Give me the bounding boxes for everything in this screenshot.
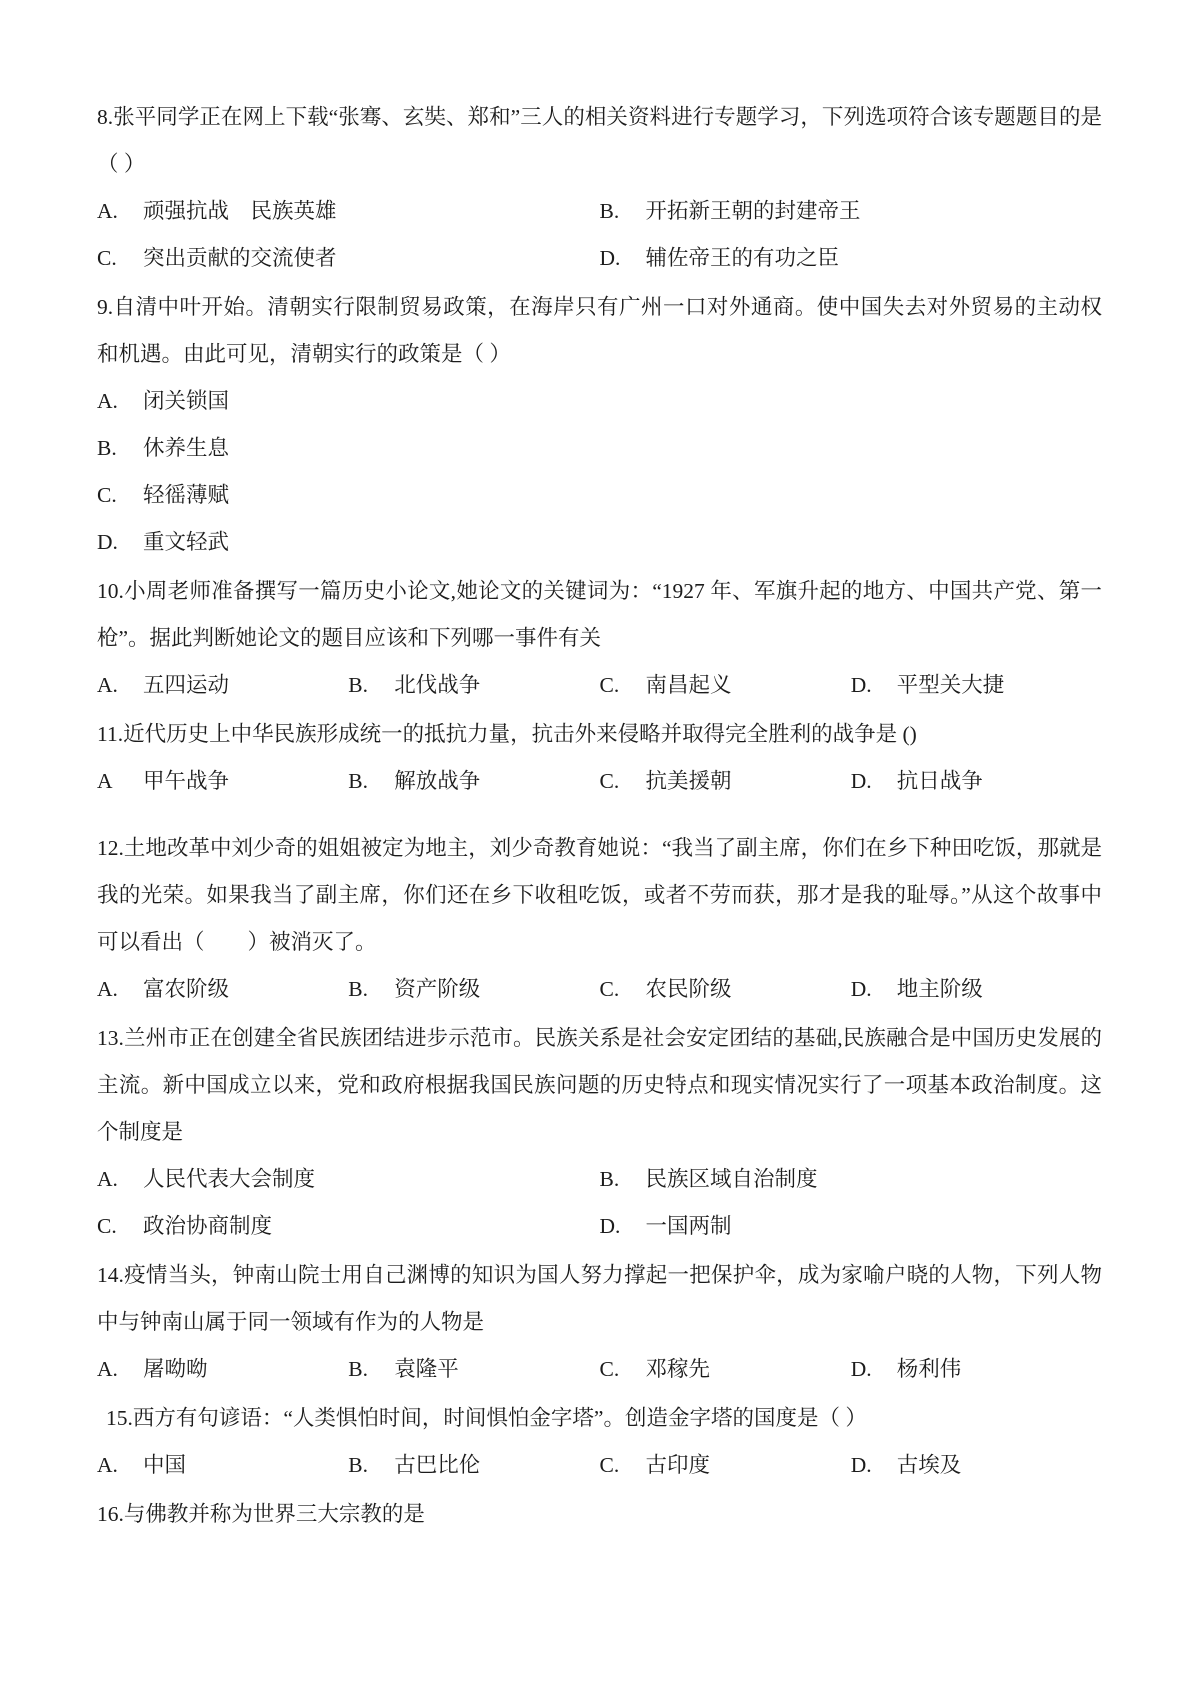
question-block	[97, 1015, 1102, 1250]
option-item	[97, 1346, 348, 1393]
option-text: 突出贡献的交流使者	[143, 246, 337, 270]
options-group	[97, 1156, 1102, 1250]
option-label: A.	[97, 1453, 118, 1477]
option-item	[348, 758, 599, 805]
option-item	[851, 662, 1102, 709]
question-number: 11.	[97, 722, 124, 746]
option-label: C.	[599, 1453, 620, 1477]
option-text: 开拓新王朝的封建帝王	[645, 199, 861, 223]
question-block	[97, 94, 1102, 282]
question-stem	[97, 711, 1102, 758]
question-number: 15.	[106, 1406, 133, 1430]
question-block	[97, 1252, 1102, 1393]
option-label: C.	[599, 1357, 620, 1381]
question-number: 13.	[97, 1026, 124, 1050]
question-block	[97, 568, 1102, 709]
question-text: 西方有句谚语：“人类惧怕时间，时间惧怕金字塔”。创造金字塔的国度是（ ）	[132, 1406, 867, 1430]
option-item	[600, 235, 1103, 282]
option-item	[600, 1203, 1103, 1250]
question-number: 12.	[97, 836, 124, 860]
option-text: 甲午战争	[143, 769, 230, 793]
option-item	[97, 1156, 600, 1203]
option-text: 闭关锁国	[143, 389, 230, 413]
option-item	[97, 235, 600, 282]
option-text: 杨利伟	[896, 1357, 962, 1381]
question-stem	[97, 825, 1102, 966]
question-text: 与佛教并称为世界三大宗教的是	[123, 1502, 425, 1526]
option-text: 顽强抗战 民族英雄	[143, 199, 337, 223]
option-label: B.	[348, 1453, 368, 1477]
options-group	[97, 966, 1102, 1013]
question-number: 8.	[97, 105, 114, 129]
question-number: 14.	[97, 1263, 124, 1287]
option-item	[348, 662, 599, 709]
option-item	[97, 662, 348, 709]
question-text: 小周老师准备撰写一篇历史小论文,她论文的关键词为：“1927 年、军旗升起的地方、中国共产党、第一枪”。据此判断她论文的题目应该和下列哪一事件有关	[97, 579, 1102, 650]
option-text: 轻徭薄赋	[143, 483, 230, 507]
options-group	[97, 1442, 1102, 1489]
option-label: D.	[850, 769, 872, 793]
option-label: A.	[97, 199, 118, 223]
option-text: 古巴比伦	[394, 1453, 481, 1477]
option-text: 民族区域自治制度	[645, 1167, 818, 1191]
option-item	[600, 1346, 851, 1393]
option-text: 袁隆平	[394, 1357, 459, 1381]
option-text: 地主阶级	[896, 977, 983, 1001]
option-text: 政治协商制度	[143, 1214, 273, 1238]
option-label: B.	[599, 1167, 620, 1191]
option-label: A	[97, 769, 113, 793]
option-item	[600, 758, 851, 805]
option-text: 农民阶级	[645, 977, 732, 1001]
option-item	[97, 425, 1102, 472]
question-number: 10.	[97, 579, 124, 603]
options-group	[97, 758, 1102, 805]
question-stem	[97, 1491, 1102, 1538]
option-label: B.	[348, 1357, 368, 1381]
option-item	[600, 188, 1103, 235]
options-group	[97, 662, 1102, 709]
option-text: 一国两制	[645, 1214, 732, 1238]
option-text: 屠呦呦	[143, 1357, 208, 1381]
option-text: 资产阶级	[394, 977, 481, 1001]
option-label: B.	[97, 436, 117, 460]
question-stem	[97, 1395, 1102, 1442]
option-label: C.	[97, 246, 117, 270]
option-item	[851, 1346, 1102, 1393]
option-label: D.	[599, 246, 621, 270]
question-block	[97, 711, 1102, 805]
question-text: 张平同学正在网上下载“张骞、玄奘、郑和”三人的相关资料进行专题学习，下列选项符合该专题题目的是（ ）	[97, 105, 1102, 176]
option-item	[851, 966, 1102, 1013]
option-item	[97, 966, 348, 1013]
option-item	[851, 758, 1102, 805]
option-text: 重文轻武	[143, 530, 230, 554]
question-block	[97, 284, 1102, 566]
option-label: C.	[599, 977, 620, 1001]
question-block	[97, 825, 1102, 1013]
option-text: 邓稼先	[645, 1357, 711, 1381]
option-label: D.	[850, 673, 872, 697]
option-item	[97, 188, 600, 235]
option-label: B.	[348, 977, 368, 1001]
option-label: C.	[97, 483, 117, 507]
option-text: 五四运动	[143, 673, 230, 697]
question-text: 近代历史上中华民族形成统一的抵抗力量，抗击外来侵略并取得完全胜利的战争是 ()	[123, 722, 917, 746]
option-label: B.	[599, 199, 620, 223]
option-label: A.	[97, 673, 118, 697]
option-text: 抗美援朝	[645, 769, 732, 793]
option-item	[600, 1156, 1103, 1203]
option-item	[97, 758, 348, 805]
option-item	[600, 1442, 851, 1489]
option-text: 人民代表大会制度	[143, 1167, 316, 1191]
option-item	[348, 1442, 599, 1489]
option-text: 中国	[143, 1453, 187, 1477]
option-label: A.	[97, 1357, 118, 1381]
question-stem	[97, 568, 1102, 662]
option-text: 富农阶级	[143, 977, 230, 1001]
option-label: B.	[348, 673, 368, 697]
question-block	[97, 1491, 1102, 1538]
option-text: 南昌起义	[645, 673, 732, 697]
option-item	[600, 966, 851, 1013]
question-number: 16.	[97, 1502, 124, 1526]
question-text: 疫情当头，钟南山院士用自己渊博的知识为国人努力撑起一把保护伞，成为家喻户晓的人物，下列人物中与钟南山属于同一领域有作为的人物是	[97, 1263, 1102, 1334]
option-text: 辅佐帝王的有功之臣	[645, 246, 840, 270]
option-item	[97, 1203, 600, 1250]
option-item	[97, 519, 1102, 566]
option-label: C.	[599, 673, 620, 697]
question-text: 土地改革中刘少奇的姐姐被定为地主，刘少奇教育她说：“我当了副主席，你们在乡下种田吃饭，那就是我的光荣。如果我当了副主席，你们还在乡下收租吃饭，或者不劳而获，那才是我的耻辱。”从这个故事中可以看出（ ）被消灭了。	[97, 836, 1102, 954]
questions-list	[97, 94, 1102, 1538]
option-item	[600, 662, 851, 709]
option-text: 解放战争	[394, 769, 481, 793]
option-label: A.	[97, 1167, 118, 1191]
option-label: A.	[97, 977, 118, 1001]
option-label: D.	[850, 1453, 872, 1477]
question-text: 自清中叶开始。清朝实行限制贸易政策，在海岸只有广州一口对外通商。使中国失去对外贸易的主动权和机遇。由此可见，清朝实行的政策是（ ）	[97, 295, 1102, 366]
question-text: 兰州市正在创建全省民族团结进步示范市。民族关系是社会安定团结的基础,民族融合是中国历史发展的主流。新中国成立以来，党和政府根据我国民族问题的历史特点和现实情况实行了一项基本政治制度。这个制度是	[97, 1026, 1102, 1144]
option-text: 平型关大捷	[896, 673, 1005, 697]
option-text: 休养生息	[143, 436, 230, 460]
option-label: B.	[348, 769, 368, 793]
question-stem	[97, 94, 1102, 188]
option-label: A.	[97, 389, 118, 413]
option-item	[851, 1442, 1102, 1489]
option-text: 古埃及	[896, 1453, 962, 1477]
options-group	[97, 378, 1102, 566]
question-stem	[97, 284, 1102, 378]
option-item	[348, 1346, 599, 1393]
option-item	[97, 1442, 348, 1489]
question-stem	[97, 1015, 1102, 1156]
options-group	[97, 1346, 1102, 1393]
option-item	[348, 966, 599, 1013]
option-text: 北伐战争	[394, 673, 481, 697]
option-item	[97, 378, 1102, 425]
question-block	[97, 1395, 1102, 1489]
options-group	[97, 188, 1102, 282]
option-label: C.	[599, 769, 620, 793]
option-label: D.	[599, 1214, 621, 1238]
question-number: 9.	[97, 295, 114, 319]
option-text: 抗日战争	[896, 769, 983, 793]
option-label: C.	[97, 1214, 117, 1238]
option-label: D.	[850, 1357, 872, 1381]
option-text: 古印度	[645, 1453, 711, 1477]
option-item	[97, 472, 1102, 519]
question-stem	[97, 1252, 1102, 1346]
option-label: D.	[97, 530, 118, 554]
option-label: D.	[850, 977, 872, 1001]
